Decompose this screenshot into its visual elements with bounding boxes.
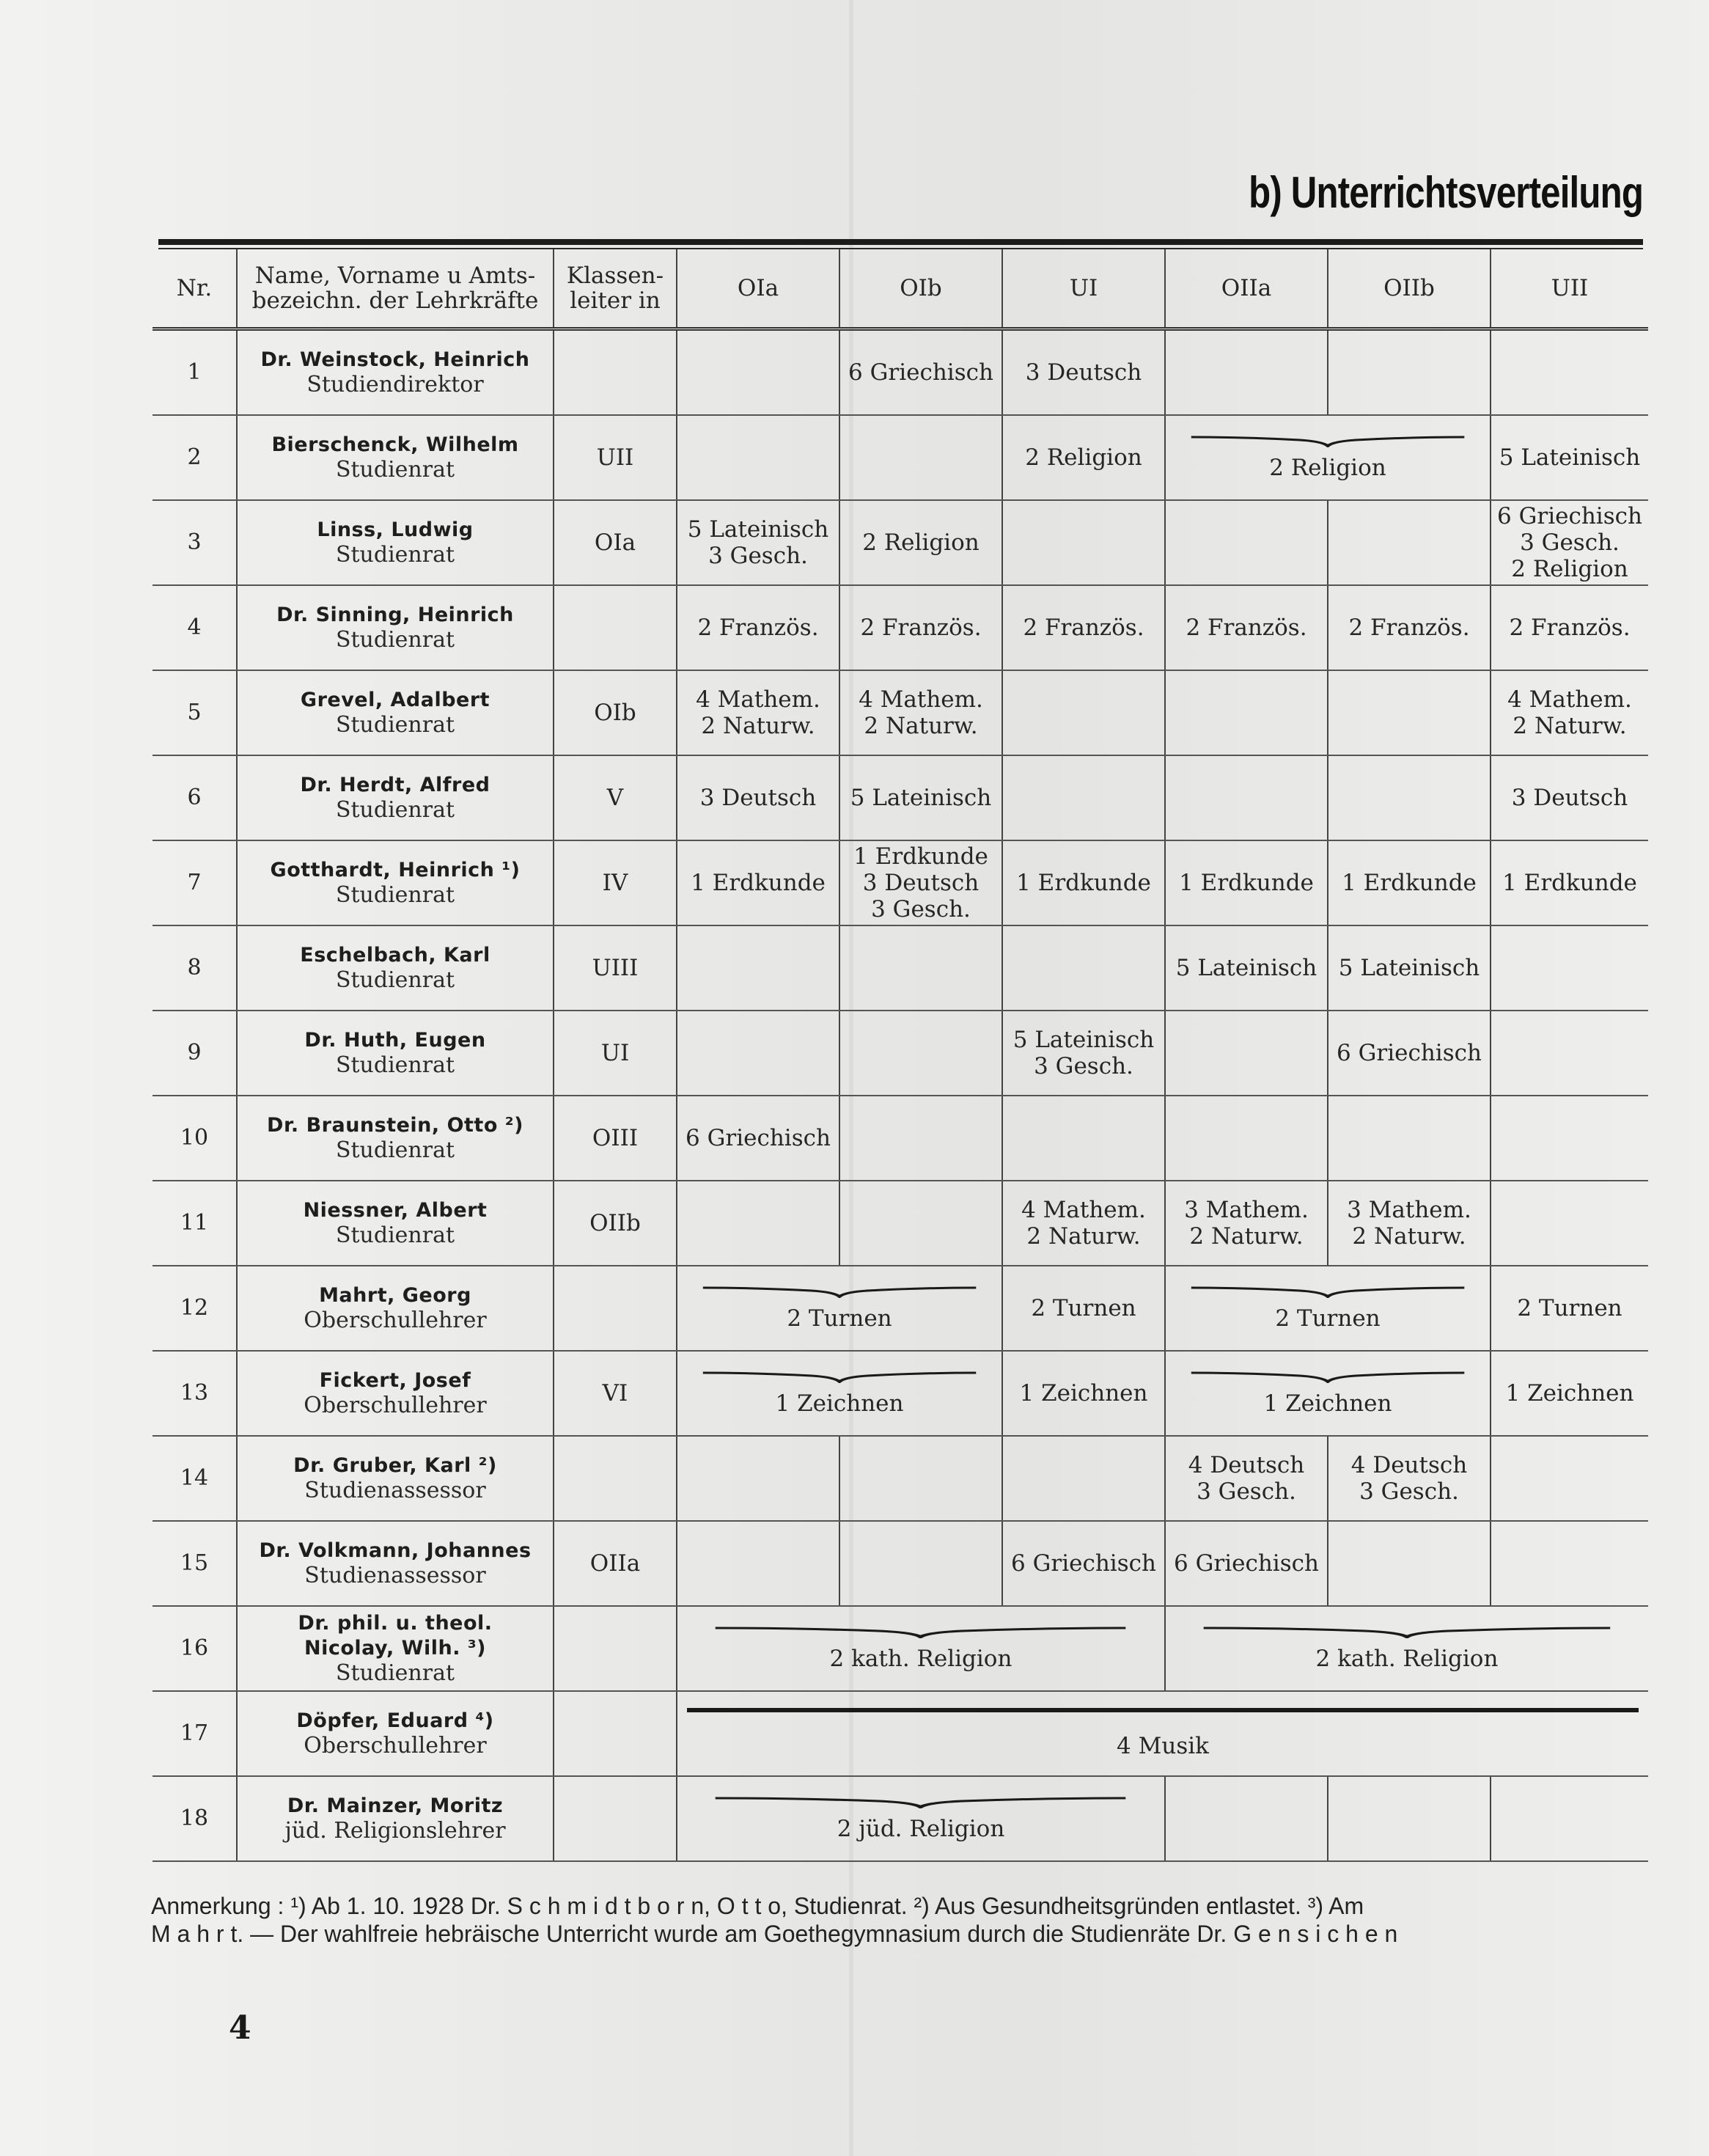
teacher-name: Dr. Mainzer, Moritz (287, 1794, 504, 1817)
subject-cell-3 (1002, 500, 1165, 585)
teacher-cell (237, 670, 554, 755)
table-row (152, 1351, 1648, 1436)
table-row (152, 670, 1648, 755)
subject-cell-5-line: 4 Deutsch (1350, 1452, 1468, 1478)
teacher-cell (237, 1776, 554, 1861)
subject-cell-3 (1002, 755, 1165, 840)
teacher-name: Bierschenck, Wilhelm (271, 433, 519, 456)
teacher-cell (237, 1351, 554, 1436)
subject-cell-4 (1165, 1776, 1328, 1861)
subject-cell-4 (1165, 1096, 1328, 1181)
row-number: 17 (152, 1691, 237, 1776)
subject-cell-5-line: 2 Naturw. (1352, 1223, 1466, 1250)
subject-cell-4 (1165, 925, 1328, 1011)
subject-cell-span-1-2 (677, 1266, 1002, 1351)
subject-cell-6-line: 1 Zeichnen (1505, 1380, 1634, 1407)
subject-cell-5-line: 5 Lateinisch (1338, 955, 1480, 981)
table-row (152, 1181, 1648, 1266)
teacher-name: Linss, Ludwig (317, 518, 474, 541)
subject-cell-2-line: 4 Mathem. (859, 686, 983, 713)
subject-cell-6 (1491, 1266, 1648, 1351)
subject-cell-3-line: 5 Lateinisch (1012, 1027, 1155, 1053)
teacher-cell (237, 1096, 554, 1181)
subject-cell-2 (839, 670, 1002, 755)
header-rule-thick (158, 239, 1643, 245)
teacher-cell (237, 840, 554, 925)
col-header-klass-line1: Klassen- (566, 263, 664, 289)
subject-cell-3 (1002, 670, 1165, 755)
subject-cell-3-line: 2 Turnen (1031, 1295, 1136, 1321)
col-header-nr: Nr. (152, 249, 237, 329)
brace-icon (1188, 1370, 1467, 1383)
subject-cell-2-line: 3 Deutsch (862, 870, 980, 896)
col-header-class-3: UI (1002, 249, 1165, 329)
subject-cell-3 (1002, 1436, 1165, 1521)
teacher-title: Studienrat (335, 1222, 455, 1248)
teacher-cell (237, 1606, 554, 1691)
brace-icon (711, 1625, 1130, 1638)
subject-cell-span-4-5-label: 2 Turnen (1275, 1305, 1381, 1332)
subject-cell-1 (677, 1436, 839, 1521)
subject-cell-6 (1491, 1011, 1648, 1096)
subject-cell-5-line: 6 Griechisch (1337, 1040, 1482, 1066)
subject-cell-5 (1328, 1521, 1491, 1606)
subject-cell-6-line: 2 Naturw. (1513, 713, 1627, 739)
klassenleiter-cell (554, 1776, 677, 1861)
subject-cell-3 (1002, 1181, 1165, 1266)
footnote-line-1: Anmerkung : ¹) Ab 1. 10. 1928 Dr. S c h m i d t b o r n, O t t o, Studienrat. ²) Aus Gesundheitsgründen entlastet. ³) Am (151, 1893, 1364, 1919)
subject-cell-span-4-6 (1165, 1606, 1648, 1691)
subject-cell-3 (1002, 1266, 1165, 1351)
teacher-name-prefix: Dr. phil. u. theol. (298, 1612, 493, 1635)
brace-icon (711, 1795, 1130, 1808)
subject-cell-6 (1491, 329, 1648, 416)
teacher-cell (237, 925, 554, 1011)
table-row (152, 1011, 1648, 1096)
klassenleiter-cell (554, 1606, 677, 1691)
subject-cell-5 (1328, 755, 1491, 840)
col-header-class-6: UII (1491, 249, 1648, 329)
teacher-title: Studienrat (335, 882, 455, 908)
subject-cell-6-line: 3 Gesch. (1520, 529, 1620, 556)
teacher-name: Mahrt, Georg (319, 1284, 471, 1307)
subject-cell-2-line: 1 Erdkunde (853, 843, 988, 870)
teacher-name: Dr. Weinstock, Heinrich (260, 348, 530, 371)
teacher-cell (237, 329, 554, 416)
row-number: 12 (152, 1266, 237, 1351)
subject-cell-1 (677, 415, 839, 500)
teacher-name: Dr. Huth, Eugen (304, 1029, 486, 1052)
col-header-name (237, 249, 554, 329)
subject-cell-6 (1491, 670, 1648, 755)
subject-cell-4-line: 4 Deutsch (1188, 1452, 1305, 1478)
header-row (152, 249, 1648, 329)
subject-cell-1 (677, 925, 839, 1011)
col-header-class-4: OIIa (1165, 249, 1328, 329)
teacher-title: Studienrat (335, 627, 455, 653)
subject-cell-2 (839, 585, 1002, 670)
subject-cell-5 (1328, 840, 1491, 925)
teacher-cell (237, 1691, 554, 1776)
subject-cell-1-line: 2 Französ. (697, 615, 819, 641)
teacher-name: Dr. Volkmann, Johannes (259, 1539, 532, 1562)
row-number: 3 (152, 500, 237, 585)
subject-cell-6-line: 2 Religion (1511, 556, 1628, 582)
footnote (151, 1892, 1647, 1948)
klassenleiter-cell: OIII (554, 1096, 677, 1181)
subject-cell-span-4-5 (1165, 1266, 1491, 1351)
teacher-name: Dr. Braunstein, Otto ²) (267, 1114, 523, 1137)
teacher-cell (237, 1011, 554, 1096)
subject-cell-6 (1491, 1096, 1648, 1181)
subject-cell-4 (1165, 670, 1328, 755)
teacher-title: Studienrat (335, 967, 455, 993)
subject-cell-2-line: 2 Religion (862, 529, 980, 556)
row-number: 8 (152, 925, 237, 1011)
subject-cell-5 (1328, 670, 1491, 755)
teacher-title: Studienrat (335, 1052, 455, 1078)
subject-cell-2 (839, 1436, 1002, 1521)
subject-cell-6 (1491, 1521, 1648, 1606)
subject-cell-6 (1491, 755, 1648, 840)
teacher-name: Döpfer, Eduard ⁴) (296, 1709, 494, 1732)
row-number: 7 (152, 840, 237, 925)
subject-cell-2-line: 3 Gesch. (871, 896, 971, 923)
subject-cell-span-1-2-label: 2 Turnen (787, 1305, 892, 1332)
subject-cell-4 (1165, 329, 1328, 416)
teacher-title: jüd. Religionslehrer (284, 1818, 506, 1844)
subject-cell-span-4-5-label: 2 Religion (1269, 455, 1386, 481)
table-row (152, 840, 1648, 925)
brace-icon (700, 1370, 979, 1383)
subject-cell-6 (1491, 415, 1648, 500)
subject-cell-2-line: 2 Französ. (860, 615, 982, 641)
table-row (152, 925, 1648, 1011)
teacher-title: Studienrat (335, 1137, 455, 1163)
subject-cell-3 (1002, 1351, 1165, 1436)
subject-cell-1 (677, 329, 839, 416)
subject-cell-5-line: 2 Französ. (1348, 615, 1470, 641)
table-row (152, 755, 1648, 840)
subject-cell-5 (1328, 925, 1491, 1011)
subject-cell-1 (677, 1096, 839, 1181)
subject-cell-span-1-2-label: 1 Zeichnen (775, 1390, 904, 1417)
subject-cell-6 (1491, 585, 1648, 670)
subject-cell-4 (1165, 1011, 1328, 1096)
subject-cell-6 (1491, 1436, 1648, 1521)
col-header-klassenleiter (554, 249, 677, 329)
subject-cell-1 (677, 585, 839, 670)
row-number: 9 (152, 1011, 237, 1096)
teacher-name: Dr. Gruber, Karl ²) (293, 1454, 497, 1477)
table-row (152, 1521, 1648, 1606)
klassenleiter-cell: OIIa (554, 1521, 677, 1606)
teacher-cell (237, 585, 554, 670)
subject-cell-6 (1491, 500, 1648, 585)
subject-cell-3-line: 6 Griechisch (1011, 1550, 1156, 1577)
teacher-title: Studienrat (335, 797, 455, 823)
subject-cell-1-line: 2 Naturw. (701, 713, 815, 739)
subject-cell-6-line: 6 Griechisch (1497, 503, 1642, 529)
teacher-cell (237, 755, 554, 840)
klassenleiter-cell: V (554, 755, 677, 840)
subject-cell-1 (677, 1181, 839, 1266)
subject-cell-2 (839, 500, 1002, 585)
table-row (152, 1096, 1648, 1181)
teacher-title: Studiendirektor (306, 372, 484, 397)
subject-cell-span-4-5-label: 1 Zeichnen (1263, 1390, 1392, 1417)
row-number: 10 (152, 1096, 237, 1181)
subject-cell-1 (677, 1521, 839, 1606)
subject-cell-6-line: 1 Erdkunde (1502, 870, 1637, 896)
klassenleiter-cell: IV (554, 840, 677, 925)
subject-cell-3 (1002, 585, 1165, 670)
klassenleiter-cell (554, 585, 677, 670)
subject-cell-1 (677, 1011, 839, 1096)
subject-cell-5 (1328, 1096, 1491, 1181)
subject-cell-span-4-5 (1165, 1351, 1491, 1436)
subject-cell-4-line: 2 Französ. (1186, 615, 1307, 641)
klassenleiter-cell (554, 1691, 677, 1776)
row-number: 14 (152, 1436, 237, 1521)
subject-cell-6 (1491, 840, 1648, 925)
teacher-name: Grevel, Adalbert (300, 689, 490, 711)
subject-cell-4 (1165, 585, 1328, 670)
teacher-title: Oberschullehrer (304, 1393, 487, 1418)
subject-cell-5 (1328, 585, 1491, 670)
teacher-cell (237, 500, 554, 585)
subject-cell-1-line: 3 Gesch. (708, 543, 808, 569)
subject-cell-1 (677, 670, 839, 755)
teacher-title: Studienassessor (304, 1478, 486, 1503)
subject-cell-4-line: 3 Gesch. (1197, 1478, 1296, 1505)
subject-cell-3 (1002, 840, 1165, 925)
subject-cell-span-1-3-label: 2 jüd. Religion (837, 1816, 1005, 1842)
footnote-line-2: M a h r t. — Der wahlfreie hebräische Unterricht wurde am Goethegymnasium durch die Studienräte Dr. G e n s i c h e n (151, 1921, 1398, 1947)
klassenleiter-cell: OIIb (554, 1181, 677, 1266)
klassenleiter-cell: UII (554, 415, 677, 500)
subject-cell-4 (1165, 755, 1328, 840)
subject-cell-span-1-3-label: 2 kath. Religion (829, 1646, 1012, 1672)
subject-cell-6-line: 3 Deutsch (1511, 785, 1628, 811)
subject-cell-span-1-3 (677, 1776, 1165, 1861)
section-title: b) Unterrichtsverteilung (1248, 168, 1643, 217)
subject-cell-1-line: 6 Griechisch (686, 1125, 831, 1151)
row-number: 13 (152, 1351, 237, 1436)
subject-cell-span-4-5 (1165, 415, 1491, 500)
subject-cell-6 (1491, 1181, 1648, 1266)
klassenleiter-cell: UIII (554, 925, 677, 1011)
brace-icon (700, 1285, 979, 1298)
table-row (152, 585, 1648, 670)
subject-cell-5 (1328, 1181, 1491, 1266)
col-header-klass-line2: leiter in (570, 287, 661, 314)
subject-cell-2-line: 6 Griechisch (848, 359, 993, 386)
subject-cell-6-line: 2 Französ. (1509, 615, 1631, 641)
teacher-title: Oberschullehrer (304, 1308, 487, 1333)
page-number: 4 (229, 2009, 251, 2047)
row-number: 15 (152, 1521, 237, 1606)
subject-cell-1 (677, 755, 839, 840)
row-number: 16 (152, 1606, 237, 1691)
subject-cell-3 (1002, 1011, 1165, 1096)
subject-cell-span-4-6-label: 2 kath. Religion (1315, 1646, 1499, 1672)
table-row (152, 1606, 1648, 1691)
teacher-name: Gotthardt, Heinrich ¹) (270, 859, 521, 881)
teacher-title: Studienassessor (304, 1563, 486, 1588)
subject-cell-5 (1328, 500, 1491, 585)
subject-cell-2 (839, 755, 1002, 840)
subject-cell-3 (1002, 329, 1165, 416)
subject-cell-4 (1165, 1181, 1328, 1266)
col-header-class-5: OIIb (1328, 249, 1491, 329)
teacher-cell (237, 1436, 554, 1521)
subject-cell-4 (1165, 1436, 1328, 1521)
table-row (152, 1776, 1648, 1861)
subject-cell-5 (1328, 329, 1491, 416)
subject-cell-3-line: 1 Zeichnen (1019, 1380, 1148, 1407)
subject-cell-5-line: 3 Mathem. (1347, 1197, 1471, 1223)
row-number: 5 (152, 670, 237, 755)
subject-cell-3 (1002, 415, 1165, 500)
table-row (152, 500, 1648, 585)
subject-cell-6-line: 4 Mathem. (1507, 686, 1632, 713)
subject-cell-4-line: 2 Naturw. (1189, 1223, 1304, 1250)
teacher-title: Studienrat (335, 542, 455, 568)
subject-cell-4-line: 5 Lateinisch (1175, 955, 1317, 981)
subject-cell-3-line: 2 Naturw. (1026, 1223, 1141, 1250)
subject-cell-5 (1328, 1436, 1491, 1521)
row-number: 18 (152, 1776, 237, 1861)
brace-icon (1188, 1285, 1467, 1298)
klassenleiter-cell (554, 1266, 677, 1351)
klassenleiter-cell (554, 329, 677, 416)
teacher-name: Nicolay, Wilh. ³) (304, 1637, 487, 1660)
subject-cell-3 (1002, 1096, 1165, 1181)
teacher-cell (237, 1181, 554, 1266)
subject-cell-5 (1328, 1776, 1491, 1861)
teacher-title: Studienrat (335, 1660, 455, 1686)
brace-icon (1199, 1625, 1614, 1638)
teacher-name: Niessner, Albert (303, 1199, 488, 1222)
table-row (152, 1691, 1648, 1776)
subject-cell-1-line: 3 Deutsch (699, 785, 817, 811)
col-header-name-line2: bezeichn. der Lehrkräfte (251, 287, 539, 314)
teacher-title: Studienrat (335, 457, 455, 483)
subject-cell-4 (1165, 840, 1328, 925)
klassenleiter-cell: VI (554, 1351, 677, 1436)
subject-cell-2 (839, 1096, 1002, 1181)
subject-cell-span-1-2 (677, 1351, 1002, 1436)
subject-cell-2 (839, 1181, 1002, 1266)
subject-cell-2 (839, 1521, 1002, 1606)
subject-cell-5-line: 1 Erdkunde (1342, 870, 1477, 896)
subject-cell-3 (1002, 925, 1165, 1011)
col-header-class-2: OIb (839, 249, 1002, 329)
row-number: 2 (152, 415, 237, 500)
klassenleiter-cell: OIb (554, 670, 677, 755)
subject-cell-6 (1491, 1351, 1648, 1436)
subject-cell-3 (1002, 1521, 1165, 1606)
col-header-class-1: OIa (677, 249, 839, 329)
subject-cell-5 (1328, 1011, 1491, 1096)
subject-cell-4-line: 6 Griechisch (1174, 1550, 1319, 1577)
row-number: 6 (152, 755, 237, 840)
subject-cell-6-line: 5 Lateinisch (1499, 444, 1641, 471)
teacher-cell (237, 1521, 554, 1606)
subject-cell-1-line: 4 Mathem. (696, 686, 820, 713)
subject-cell-3-line: 3 Deutsch (1025, 359, 1142, 386)
subject-cell-all (677, 1691, 1648, 1776)
subject-cell-2 (839, 840, 1002, 925)
subject-cell-2 (839, 329, 1002, 416)
span-rule (687, 1708, 1639, 1712)
subject-cell-6 (1491, 925, 1648, 1011)
subject-cell-4 (1165, 1521, 1328, 1606)
row-number: 4 (152, 585, 237, 670)
teacher-title: Oberschullehrer (304, 1733, 487, 1759)
brace-icon (1188, 434, 1467, 447)
subject-cell-2-line: 2 Naturw. (864, 713, 978, 739)
teacher-name: Dr. Sinning, Heinrich (276, 604, 514, 626)
subject-cell-2 (839, 925, 1002, 1011)
col-header-name-line1: Name, Vorname u Amts- (254, 263, 536, 289)
subject-cell-4-line: 1 Erdkunde (1179, 870, 1314, 896)
subject-cell-1 (677, 500, 839, 585)
subject-cell-6 (1491, 1776, 1648, 1861)
table-row (152, 329, 1648, 416)
klassenleiter-cell (554, 1436, 677, 1521)
teacher-name: Fickert, Josef (319, 1369, 471, 1392)
subject-cell-1-line: 1 Erdkunde (691, 870, 826, 896)
row-number: 11 (152, 1181, 237, 1266)
subject-cell-span-1-3 (677, 1606, 1165, 1691)
subject-cell-all-label: 4 Musik (1117, 1733, 1209, 1759)
subject-cell-3-line: 3 Gesch. (1034, 1053, 1133, 1079)
subject-cell-6-line: 2 Turnen (1517, 1295, 1622, 1321)
teacher-name: Eschelbach, Karl (300, 944, 490, 967)
distribution-table (152, 249, 1648, 1862)
table-row (152, 1436, 1648, 1521)
subject-cell-2-line: 5 Lateinisch (850, 785, 992, 811)
klassenleiter-cell: OIa (554, 500, 677, 585)
table-body (152, 329, 1648, 1862)
teacher-cell (237, 415, 554, 500)
row-number: 1 (152, 329, 237, 416)
table-row (152, 415, 1648, 500)
klassenleiter-cell: UI (554, 1011, 677, 1096)
subject-cell-1-line: 5 Lateinisch (687, 516, 829, 543)
teacher-name: Dr. Herdt, Alfred (300, 774, 490, 796)
subject-cell-4-line: 3 Mathem. (1184, 1197, 1309, 1223)
subject-cell-3-line: 2 Französ. (1023, 615, 1144, 641)
subject-cell-2 (839, 415, 1002, 500)
teacher-cell (237, 1266, 554, 1351)
subject-cell-2 (839, 1011, 1002, 1096)
subject-cell-3-line: 1 Erdkunde (1016, 870, 1151, 896)
subject-cell-3-line: 2 Religion (1025, 444, 1142, 471)
teacher-title: Studienrat (335, 712, 455, 738)
subject-cell-3-line: 4 Mathem. (1021, 1197, 1146, 1223)
table-row (152, 1266, 1648, 1351)
subject-cell-5-line: 3 Gesch. (1359, 1478, 1459, 1505)
subject-cell-4 (1165, 500, 1328, 585)
subject-cell-1 (677, 840, 839, 925)
